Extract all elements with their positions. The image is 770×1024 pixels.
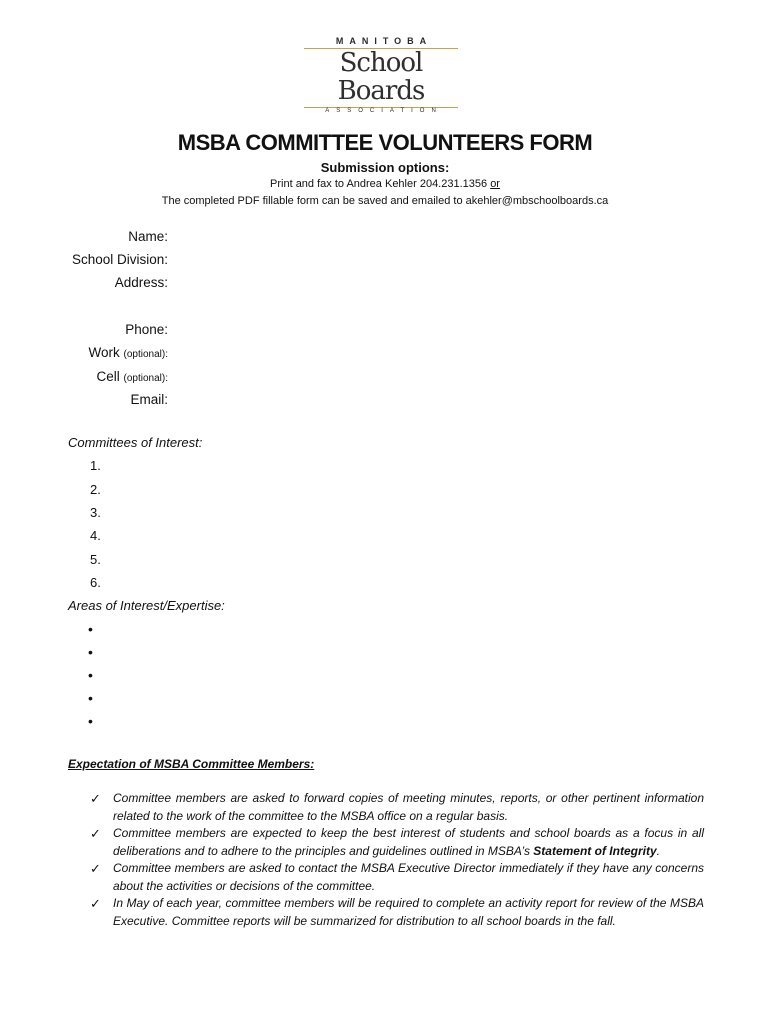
address-label: Address: [114,275,168,290]
areas-heading: Areas of Interest/Expertise: [68,598,225,613]
statement-of-integrity: Statement of Integrity [533,843,657,858]
checkmark-icon: ✓ [90,896,101,911]
work-label [89,345,169,360]
submission-option-email: The completed PDF fillable form can be saved and emailed to akehler@mbschoolboards.ca [161,195,609,207]
submission-heading: Submission options: [320,160,450,175]
logo-main-text: School Boards [337,48,425,106]
committee-number-6: 6. [90,575,101,590]
or-text: or [490,178,500,190]
cell-optional-note: (optional): [123,373,168,384]
page-title: MSBA COMMITTEE VOLUNTEERS FORM [177,130,593,155]
committee-number-5: 5. [90,552,101,567]
area-bullet-1: • [88,621,93,637]
committee-number-3: 3. [90,505,101,520]
email-label: Email: [130,392,168,407]
cell-text: Cell [96,369,120,384]
logo-top-text: MANITOBA [335,36,433,46]
area-bullet-3: • [88,667,93,683]
committee-number-1: 1. [90,458,101,473]
committee-number-2: 2. [90,482,101,497]
expectation-item [90,790,704,825]
checkmark-icon: ✓ [90,791,101,806]
expectation-item [90,825,704,860]
cell-label [97,369,169,384]
name-label: Name: [128,229,168,244]
fax-text: Print and fax to Andrea Kehler 204.231.1356 [270,178,491,190]
work-text: Work [88,345,120,360]
area-bullet-2: • [88,644,93,660]
submission-option-fax [0,178,770,190]
school-division-label: School Division: [71,252,168,267]
expectation-text: Committee members are asked to contact the MSBA Executive Director immediately if they have any concerns about the activities or decisions of the committee. [113,861,704,893]
phone-label: Phone: [125,322,168,337]
committees-heading: Committees of Interest: [68,435,203,450]
expectation-item [90,860,704,895]
logo-bottom-text: ASSOCIATION [325,108,443,114]
msba-logo [300,36,462,114]
expectation-tail: . [656,843,660,858]
area-bullet-4: • [88,690,93,706]
area-bullet-5: • [88,713,93,729]
expectations-heading: Expectation of MSBA Committee Members: [68,757,315,771]
committee-number-4: 4. [90,528,101,543]
expectation-text: In May of each year, committee members will be required to complete an activity report for review of the MSBA Executive. Committee reports will be summarized for distribution to all school boards in the fall. [113,896,704,928]
work-optional-note: (optional): [123,349,168,360]
expectation-text: Committee members are expected to keep the best interest of students and school boards as a focus in all deliberations and to adhere to the principles and guidelines outlined in MSBA’s [113,826,704,858]
checkmark-icon: ✓ [90,861,101,876]
expectation-text: Committee members are asked to forward copies of meeting minutes, reports, or other pertinent information related to the work of the committee to the MSBA office on a regular basis. [113,791,704,823]
expectation-item [90,895,704,930]
checkmark-icon: ✓ [90,826,101,841]
expectations-list [90,790,704,930]
